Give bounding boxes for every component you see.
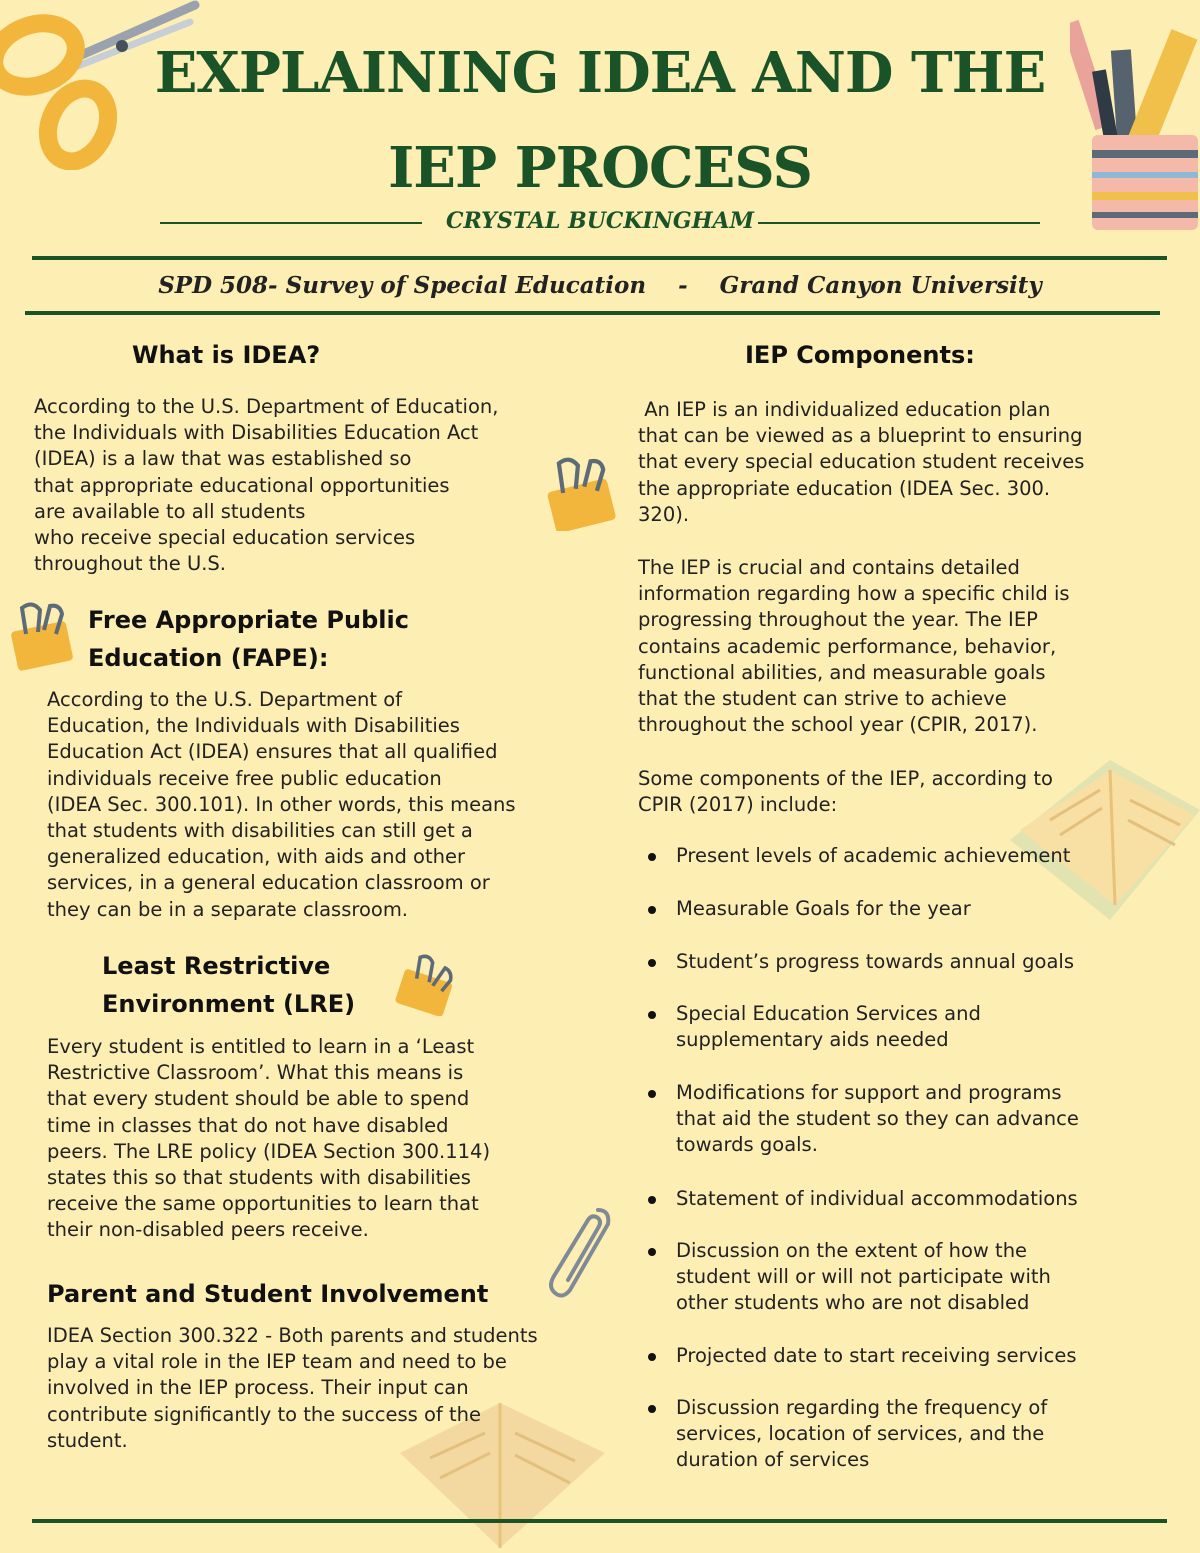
idea-line: are available to all students	[34, 499, 306, 523]
footer-rule	[32, 1519, 1167, 1523]
component-line: Special Education Services and	[676, 1002, 981, 1025]
component-line: Student’s progress towards annual goals	[676, 950, 1075, 973]
list-item	[638, 843, 1196, 869]
list-item	[638, 1238, 1196, 1317]
iep-some-line: Some components of the IEP, according to	[638, 767, 1053, 790]
list-item	[638, 1186, 1196, 1212]
iep-intro-line: 320).	[638, 502, 690, 526]
fape-line: generalized education, with aids and other	[47, 845, 466, 869]
idea-heading: What is IDEA?	[132, 341, 321, 369]
list-item	[638, 949, 1196, 975]
bullet	[648, 906, 656, 914]
paperclip-icon	[548, 1200, 618, 1300]
fape-line: they can be in a separate classroom.	[47, 897, 409, 921]
lre-line: time in classes that do not have disabled	[47, 1113, 449, 1137]
course-separator: -	[678, 272, 688, 299]
involvement-text	[47, 1323, 627, 1454]
fape-heading-line-2: Education (FAPE):	[88, 644, 329, 672]
course-line	[0, 272, 1200, 299]
idea-line: who receive special education services	[34, 526, 416, 550]
lre-line: peers. The LRE policy (IDEA Section 300.114)	[47, 1139, 491, 1163]
header-rule-top	[32, 256, 1167, 260]
fape-line: that students with disabilities can still get a	[47, 819, 473, 843]
lre-line: their non-disabled peers receive.	[47, 1218, 369, 1242]
component-line: Modifications for support and programs	[676, 1081, 1062, 1104]
list-item	[638, 1395, 1196, 1474]
list-item	[638, 1001, 1196, 1053]
iep-intro-line: An IEP is an individualized education plan	[638, 398, 1051, 421]
idea-line: that appropriate educational opportunities	[34, 473, 450, 497]
component-line: services, location of services, and the	[676, 1422, 1045, 1446]
iep-crucial-line: functional abilities, and measurable goals	[638, 660, 1046, 684]
iep-crucial	[638, 555, 1178, 738]
lre-heading-line-1: Least Restrictive	[102, 952, 331, 980]
fape-line: (IDEA Sec. 300.101). In other words, this means	[47, 792, 516, 816]
iep-crucial-line: information regarding how a specific child is	[638, 582, 1070, 606]
list-item	[638, 1343, 1196, 1369]
component-line: other students who are not disabled	[676, 1291, 1030, 1315]
involvement-heading: Parent and Student Involvement	[47, 1280, 489, 1308]
fape-line: Education, the Individuals with Disabilities	[47, 714, 460, 738]
idea-text	[34, 394, 594, 577]
iep-intro	[638, 397, 1178, 528]
lre-line: receive the same opportunities to learn that	[47, 1192, 479, 1216]
iep-crucial-line: The IEP is crucial and contains detailed	[638, 556, 1020, 579]
component-line: Discussion regarding the frequency of	[676, 1396, 1048, 1419]
header-rule-bottom	[25, 311, 1160, 315]
iep-some-line: CPIR (2017) include:	[638, 793, 838, 817]
fape-text	[47, 687, 607, 923]
iep-crucial-line: contains academic performance, behavior,	[638, 634, 1057, 658]
lre-heading-line-2: Environment (LRE)	[102, 990, 356, 1018]
bullet	[648, 959, 656, 967]
lre-line: that every student should be able to spend	[47, 1087, 470, 1111]
binder-clip-icon	[390, 952, 454, 1016]
component-line: towards goals.	[676, 1133, 818, 1157]
iep-crucial-line: that the student can strive to achieve	[638, 687, 1007, 711]
component-line: Statement of individual accommodations	[676, 1187, 1078, 1210]
fape-line: According to the U.S. Department of	[47, 688, 402, 711]
iep-intro-line: that can be viewed as a blueprint to ensuring	[638, 424, 1083, 448]
fape-line: individuals receive free public education	[47, 766, 442, 790]
iep-some	[638, 766, 1178, 818]
component-line: that aid the student so they can advance	[676, 1107, 1079, 1131]
title-line-2: IEP PROCESS	[388, 135, 812, 201]
fape-line: services, in a general education classroom or	[47, 871, 490, 895]
fape-line: Education Act (IDEA) ensures that all qualified	[47, 740, 498, 764]
idea-line: According to the U.S. Department of Education,	[34, 395, 499, 418]
lre-line: states this so that students with disabilities	[47, 1166, 471, 1190]
component-line: Discussion on the extent of how the	[676, 1239, 1028, 1262]
component-line: Present levels of academic achievement	[676, 844, 1071, 867]
bullet	[648, 1090, 656, 1098]
idea-line: (IDEA) is a law that was established so	[34, 447, 412, 471]
idea-line: the Individuals with Disabilities Education Act	[34, 421, 479, 445]
list-item	[638, 896, 1196, 922]
author-row	[160, 208, 1040, 238]
component-line: Projected date to start receiving services	[676, 1344, 1077, 1367]
involvement-line: IDEA Section 300.322 - Both parents and students	[47, 1324, 538, 1347]
author-name: CRYSTAL BUCKINGHAM	[446, 208, 754, 234]
list-item	[638, 1080, 1196, 1159]
idea-line: throughout the U.S.	[34, 552, 227, 576]
lre-line: Restrictive Classroom’. What this means is	[47, 1061, 464, 1085]
bullet	[648, 1353, 656, 1361]
bullet	[648, 1011, 656, 1019]
involvement-line: contribute significantly to the success of the	[47, 1402, 481, 1426]
involvement-line: involved in the IEP process. Their input can	[47, 1376, 469, 1400]
bullet	[648, 853, 656, 861]
component-line: duration of services	[676, 1448, 870, 1472]
iep-heading: IEP Components:	[745, 341, 975, 369]
bullet	[648, 1405, 656, 1413]
involvement-line: play a vital role in the IEP team and need to be	[47, 1350, 507, 1374]
course-name: SPD 508- Survey of Special Education	[158, 272, 647, 299]
component-line: student will or will not participate with	[676, 1265, 1051, 1289]
university-name: Grand Canyon University	[719, 272, 1042, 299]
lre-line: Every student is entitled to learn in a ‘Least	[47, 1035, 475, 1058]
component-line: Measurable Goals for the year	[676, 897, 971, 920]
bullet	[648, 1248, 656, 1256]
lre-text	[47, 1034, 607, 1244]
binder-clip-icon	[542, 455, 618, 531]
component-line: supplementary aids needed	[676, 1028, 949, 1052]
bullet	[648, 1196, 656, 1204]
iep-crucial-line: throughout the school year (CPIR, 2017).	[638, 713, 1038, 737]
iep-intro-line: the appropriate education (IDEA Sec. 300.	[638, 476, 1051, 500]
binder-clip-icon	[4, 600, 76, 672]
iep-intro-line: that every special education student receives	[638, 450, 1085, 474]
iep-crucial-line: progressing throughout the year. The IEP	[638, 608, 1038, 632]
title-line-1: EXPLAINING IDEA AND THE	[154, 40, 1046, 106]
fape-heading-line-1: Free Appropriate Public	[88, 606, 409, 634]
involvement-line: student.	[47, 1428, 128, 1452]
